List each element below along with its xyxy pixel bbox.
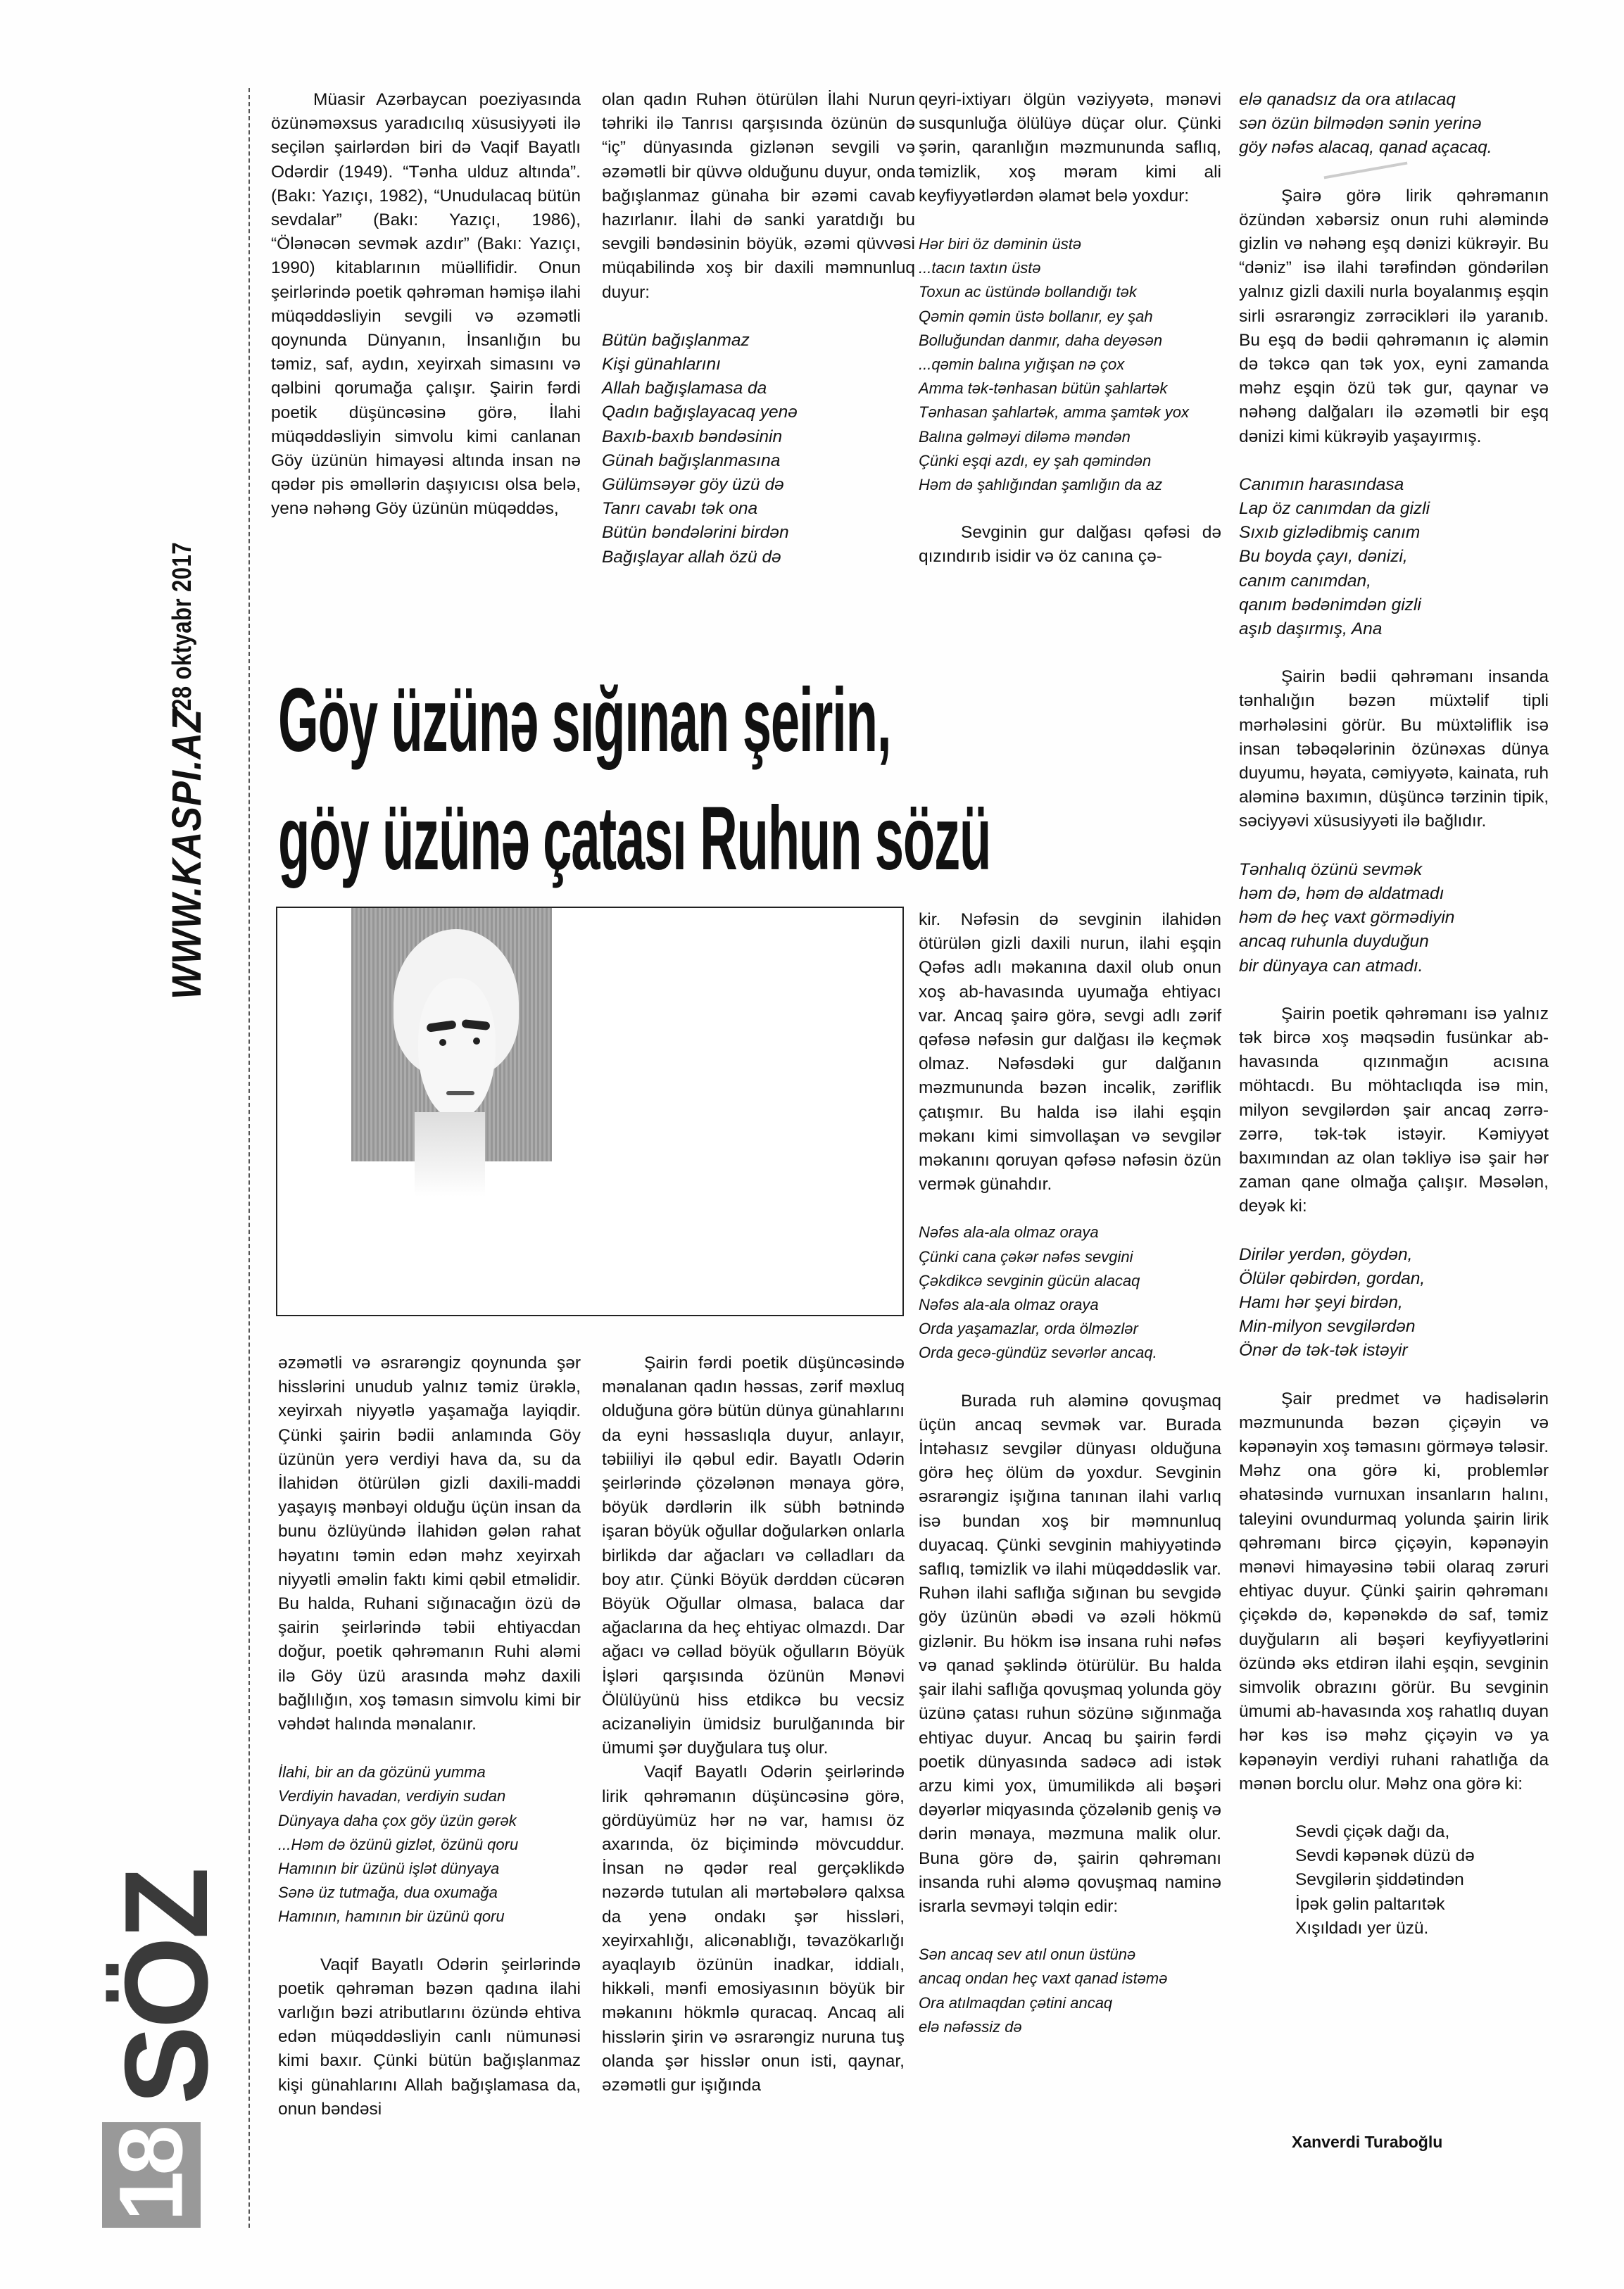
paragraph: olan qadın Ruhən ötürülən İlahi Nurun təhriki ilə Tanrısı qarşısında özünün də “iç” dünyasında gizlənən sevgili və əzəmətli bir qüvvə olduğunu duyur, onda bağışlanmaz günaha bir əzəmi cavab hazırlanır. İlahi də sanki yaratdığı bu sevgili bəndəsinin böyük, əzəmi qüvvəsi müqabilində xoş bir daxili məmnunluq duyur: — [602, 90, 915, 302]
paragraph: Burada ruh aləminə qovuşmaq üçün ancaq sevmək var. Burada İntəhasız sevgilər dünyası olduğuna görə heç ölüm də yoxdur. Sevginin əsrarəngiz işığına tanınan ilahi varlıq isə bundan xoş bir məmnunluq duyacaq. Çünki sevginin mahiyyətində saflıq, təmizlik və ilahi müqəddəslik var. Ruhən ilahi saflığa sığınan bu sevgidə göy üzünün əbədi və əzəli hökmü gizlənir. Bu hökm isə insana ruhi nəfəs və qanad şəklində ötürülür. Bu halda şair ilahi saflığa qovuşmaq yolunda göy üzünə çatası ruhun sözünə sığınmağa ehtiyac duyur. Ancaq bu şairin fərdi poetik dünyasında sadəcə adi istək arzu kimi yox, ümumilikdə ali bəşəri dəyərlər miqyasında çözələnib geniş və dərin mənaya, məzmuna malik olur. Buna görə də, şairin qəhrəmanı insanda ruhi aləmə qovuşmaq naminə israrla sevməyi təlqin edir: — [919, 1391, 1221, 1916]
poem-line: Günah bağışlanmasına — [602, 450, 781, 470]
poem-line: Allah bağışlamasa da — [602, 379, 767, 398]
photo-eye — [439, 1039, 446, 1046]
poem-line: Orda gecə-gündüz sevərlər ancaq. — [919, 1344, 1157, 1362]
article-column-1-top — [271, 88, 581, 522]
poem-excerpt — [919, 1221, 1221, 1365]
poem-line: Amma tək-tənhasan bütün şahlartək — [919, 379, 1168, 398]
poem-line: həm də heç vaxt görmədiyin — [1239, 908, 1455, 928]
poem-line: Tanrı cavabı tək ona — [602, 499, 758, 519]
paragraph: Vaqif Bayatlı Odərin şeirlərində lirik qəhrəmanın düşüncəsinə görə, gördüyümüz hər nə var, hamısı öz axarında, öz biçimində mövcuddur. İnsan nə qədər real gerçəklikdə nəzərdə tutulan ali mərtəbələrə qalxsa da yenə ondakı şər hissləri, xeyirxahlığı, alicənablığı, təvazökarlığı ayaqlayıb özünün inadkar, iddialı, hikkəli, mənfi emosiyasının böyük bir məkanını hökmlə quracaq. Ancaq ali hisslərin şirin və əsrarəngiz nuruna tuş olanda şər hisslər onun isti, qaynar, əzəmətli gur işığında — [602, 1763, 905, 2095]
page-number: 18 — [101, 2129, 202, 2221]
poem-excerpt — [602, 329, 915, 569]
poem-line: ...qəmin balına yığışan nə çox — [919, 355, 1125, 374]
poem-line: ...tacın taxtın üstə — [919, 259, 1041, 277]
paragraph: Vaqif Bayatlı Odərin şeirlərində poetik qəhrəman bəzən qadına ilahi varlığın bəzi atributlarını özündə ehtiva edən müqəddəsliyin canlı nümunəsi kimi baxır. Çünki bütün bağışlanmaz kişi günahlarını Allah bağışlamasa da, onun bəndəsi — [278, 1955, 581, 2119]
poem-line: Qadın bağışlayacaq yenə — [602, 403, 798, 422]
poem-line: Gülümsəyər göy üzü də — [602, 475, 784, 495]
poem-line: İlahi, bir an da gözünü yumma — [278, 1763, 486, 1782]
poem-line: Sənə üz tutmağa, dua oxumağa — [278, 1884, 498, 1902]
paragraph: Sevginin gur dalğası qəfəsi də qızındırıb isidir və öz canına çə- — [919, 523, 1221, 567]
poem-line: Canımın harasındasa — [1239, 474, 1404, 494]
article-column-4 — [1239, 88, 1549, 1965]
poem-line: Bu boyda çayı, dənizi, — [1239, 547, 1408, 567]
poem-line: Önər də tək-tək istəyir — [1239, 1341, 1408, 1361]
paragraph: Şairin bədii qəhrəmanı insanda tənhalığın bəzən müxtəlif tipli mərhələsini görür. Bu müxtəliflik isə insan təbəqələrinin özünəxas dünya duyumu, həyata, cəmiyyətə, kainata, ruh aləminə baxımın, düşüncə tərzinin tipik, səciyyəvi xüsusiyyəti ilə bağlıdır. — [1239, 667, 1549, 831]
website-url: WWW.KASPI.AZ — [164, 709, 210, 1000]
poem-line: ...Həm də özünü gizlət, özünü qoru — [278, 1835, 519, 1853]
photo-face — [418, 978, 496, 1119]
poem-line: Ölülər qəbirdən, gordan, — [1239, 1268, 1425, 1288]
article-column-3-top — [919, 88, 1221, 569]
paragraph: Şairə görə lirik qəhrəmanın özündən xəbərsiz onun ruhi aləmində gizlin və nəhəng eşq dənizi kükrəyir. Bu “dəniz” isə ilahi tərəfindən göndərilən yalnız gizli daxili nurla boyalanmış eşqin sirli əsrarəngiz zərrəcikləri ilə yaranıb. Bu eşq də bədii qəhrəmanın iç aləmin də təkcə qan tək yox, eyni zamanda məhz eşqin özü tək gur, qaynar və nəhəng dalğaları ilə əzəmətli bir eşq dənizi kimi kükrəyib yaşayırmış. — [1239, 186, 1549, 446]
poem-line: Bütün bəndələrini birdən — [602, 523, 789, 543]
poem-excerpt — [919, 232, 1221, 497]
poem-line: Qəmin qəmin üstə bollanır, ey şah — [919, 307, 1153, 325]
poem-line: Bolluğundan danmır, daha deyəsən — [919, 331, 1163, 349]
poem-line: Bağışlayar allah özü də — [602, 547, 781, 567]
section-brand-logo: SÖZ — [100, 1869, 232, 2105]
poem-line: Hər biri öz dəminin üstə — [919, 235, 1082, 253]
column-divider — [248, 88, 250, 2228]
poem-line: Verdiyin havadan, verdiyin sudan — [278, 1787, 506, 1805]
article-column-2-top — [602, 88, 915, 593]
poem-line: Dünyaya daha çox göy üzün gərək — [278, 1811, 517, 1829]
poem-line: göy nəfəs alacaq, qanad açacaq. — [1239, 138, 1492, 158]
headline-line-2: göy üzünə çatası Ruhun sözü — [278, 788, 991, 889]
poem-line: Xışıldadı yer üzü. — [1295, 1918, 1429, 1938]
paragraph: Müasir Azərbaycan poeziyasında özünəməxsus yaradıcılıq xüsusiyyəti ilə seçilən şairlərdən biri də Vaqif Bayatlı Odərdir (1949). “Tənha ulduz altında”. (Bakı: Yazıçı, 1982), “Unudulacaq bütün sevdalar” (Bakı: Yazıçı, 1986), “Ölənəcən sevmək azdır” (Bakı: Yazıçı, 1990) kitablarının müəllifidir. Onun şeirlərində poetik qəhrəman həmişə ilahi müqəddəsliyin sevgili və əzəmətli qoynunda Dünyanın, İnsanlığın bu təmiz, saf, aydın, xeyirxah simasını və qəlbini qorumağa çalışır. Şairin fərdi poetik düşüncəsinə görə, İlahi müqəddəsliyin simvolu kimi canlanan Göy üzünün himayəsi altında insan nə qədər pis əməllərin daşıyıcısı olsa belə, yenə nəhəng Göy üzünün müqəddəs, — [271, 90, 581, 519]
poem-excerpt — [919, 1943, 1221, 2039]
poem-line: Kişi günahlarını — [602, 355, 721, 374]
photo-eye — [473, 1038, 480, 1045]
poem-line: Çünki eşqi azdı, ey şah qəmindən — [919, 451, 1152, 469]
poem-line: Baxıb-baxıb bəndəsinin — [602, 427, 783, 446]
poem-line: Dirilər yerdən, göydən, — [1239, 1244, 1413, 1264]
poem-excerpt — [1239, 473, 1549, 641]
poem-line: Ora atılmaqdan çətini ancaq — [919, 1993, 1113, 2012]
poem-line: elə nəfəssiz də — [919, 2017, 1022, 2036]
poem-line: bir dünyaya can atmadı. — [1239, 956, 1423, 976]
poem-line: sən özün bilmədən sənin yerinə — [1239, 114, 1482, 134]
poem-line: Nəfəs ala-ala olmaz oraya — [919, 1223, 1099, 1242]
article-column-2-bottom — [602, 1351, 905, 2098]
paragraph: əzəmətli və əsrarəngiz qoynunda şər hisslərini unudub yalnız təmiz ürəklə, xeyirxah niyyətlə yaşamağa layiqdir. Çünki şairin bədii anlamında Göy üzünün yerə verdiyi hava da, su da İlahidən ötürülən gizli daxili-maddi yaşayış mənbəyi olduğu üçün insan da bunu özlüyündə İlahidən gələn rahat həyatını təmin edən məhz xeyirxah niyyətli əməlin faktı kimi qəbil etməlidir. Bu halda, Ruhani sığınacağın özü də şairin şeirlərində təbii ehtiyacdan doğur, poetik qəhrəmanın Ruhi aləmi ilə Göy üzü arasında məhz daxili bağlılığın, xoş təmasın simvolu kimi bir vəhdət halında mənalanır. — [278, 1354, 581, 1734]
poem-line: Min-milyon sevgilərdən — [1239, 1317, 1416, 1337]
poem-line: Sıxıb gizlədibmiş canım — [1239, 523, 1421, 543]
issue-date: 28 oktyabr 2017 — [168, 541, 197, 711]
poem-line: Hamının, hamının bir üzünü qoru — [278, 1908, 505, 1926]
paragraph: Şair predmet və hadisələrin məzmununda bəzən çiçəyin və kəpənəyin xoş təmasını görməyə tələsir. Məhz ona görə ki, problemlər əhatəsində vurnuxan insanların halını, taleyini ovundurmaq yolunda şairin lirik qəhrəmanı bircə çiçəyin, kəpənəyin mənəvi himayəsinə təbii olaraq zəruri ehtiyac duyur. Çünki şairin qəhrəmanı çiçəkdə də, kəpənəkdə də saf, təmiz duyğuların ali bəşəri keyfiyyətlərini özündə əks etdirən ilahi eşqin, sevginin simvolik obrazını görür. Bu sevginin ümumi ab-havasında xoş rahatlıq duyan hər kəs isə məhz çiçəyin və ya kəpənəyin verdiyi ruhani rahatlığa da mənən borclu olur. Məhz ona görə ki: — [1239, 1389, 1549, 1793]
poem-line: qanım bədənimdən gizli — [1239, 595, 1421, 614]
paragraph: qeyri-ixtiyarı ölgün vəziyyətə, mənəvi susqunluğa ölülüyə düçar olur. Çünki şərin, qaranlığın məzmununda saflıq, təmizlik, xoş məram kimi ali keyfiyyətlərdən əlamət belə yoxdur: — [919, 90, 1221, 206]
poem-line: ancaq ruhunla duyduğun — [1239, 932, 1429, 952]
photo-mouth — [446, 1091, 474, 1095]
poem-line: Sevdi çiçək dağı da, — [1295, 1822, 1450, 1841]
paragraph: Şairin poetik qəhrəmanı isə yalnız tək bircə xoş məqsədin fusünkar ab-havasında qızınmağın acısına möhtacdı. Bu möhtaclıqda isə min, milyon sevgilərdən şair ancaq zərrə-zərrə, tək-tək istəyir. Kəmiyyət baxımından az olan təkliyə isə şair hər zaman qane olmağa çalışır. Məsələn, deyək ki: — [1239, 1004, 1549, 1216]
poem-line: ancaq ondan heç vaxt qanad istəmə — [919, 1969, 1168, 1988]
poem-line: həm də, həm də aldatmadı — [1239, 883, 1444, 903]
article-headline — [278, 662, 1218, 898]
poem-line: Sevdi kəpənək düzü də — [1295, 1846, 1475, 1866]
poem-line: Həm də şahlığından şamlığın da az — [919, 476, 1163, 494]
author-byline: Xanverdi Turaboğlu — [1292, 2133, 1443, 2151]
poem-line: Sən ancaq sev atıl onun üstünə — [919, 1946, 1136, 1964]
author-portrait-photo — [276, 907, 904, 1316]
poem-line: Hamının bir üzünü işlət dünyaya — [278, 1860, 500, 1878]
poem-excerpt — [1239, 88, 1549, 160]
poem-line: Çünki cana çəkər nəfəs sevgini — [919, 1247, 1133, 1266]
poem-line: Bütün bağışlanmaz — [602, 330, 750, 350]
paragraph: kir. Nəfəsin də sevginin ilahidən ötürülən gizli daxili nurun, ilahi eşqin Qəfəs adlı məkanına daxil olub onun xoş ab-havasında uyumağa ehtiyacı var. Ancaq şairə görə, sevgi adlı zərif qəfəsə nəfəsin gur dalğası ilə keçmək olmaz. Nəfəsdəki gur dalğanın məzmununda bəzən incəlik, zəriflik çatışmır. Bu halda isə ilahi eşqin məkanı kimi simvollaşan və sevgilər məkanını qoruyan qəfəsə nəfəsin özün vermək günahdır. — [919, 910, 1221, 1194]
article-column-1-bottom — [278, 1351, 581, 2121]
page-number-badge — [102, 2122, 201, 2228]
poem-line: Çəkdikcə sevginin gücün alacaq — [919, 1271, 1140, 1289]
article-column-3-bottom — [919, 908, 1221, 2063]
poem-line: Tənhasan şahlartək, amma şamtək yox — [919, 403, 1189, 422]
poem-line: Balına gəlməyi diləmə məndən — [919, 427, 1131, 446]
poem-line: Nəfəs ala-ala olmaz oraya — [919, 1296, 1099, 1314]
poem-excerpt — [1239, 1243, 1549, 1363]
poem-line: Hamı hər şeyi birdən, — [1239, 1292, 1403, 1312]
poem-excerpt — [1239, 858, 1549, 978]
poem-line: Orda yaşamazlar, orda ölməzlər — [919, 1320, 1138, 1338]
poem-line: Sevgilərin şiddətindən — [1295, 1870, 1464, 1890]
paragraph: Şairin fərdi poetik düşüncəsində mənalanan qadın həssas, zərif məxluq olduğuna görə bütün dünya günahlarını da eyni həssaslıqla duyur, anlayır, təbiiliyi ilə qəbul edir. Bayatlı Odərin şeirlərində çözələnən mənaya görə, böyük dərdlərin ilk sübh bətnində işaran böyük oğullar doğularkən onlarla birlikdə dar ağacları və cəlladları da boy atır. Çünki Böyük dərddən cücərən Böyük Oğullar olmasa, balaca dar ağaclarına da heç ehtiyac olmazdı. Dar ağacı və cəllad böyük oğulların Böyük İşləri qarşısında özünün Mənəvi Ölülüyünü hiss etdikcə bu vecsiz acizanəliyin ümidsiz burulğanında bir ümumi şər duyğulara tuş olur. — [602, 1354, 905, 1758]
poem-line: elə qanadsız da ora atılacaq — [1239, 90, 1456, 109]
poem-line: canım canımdan, — [1239, 571, 1371, 591]
poem-line: aşıb daşırmış, Ana — [1239, 619, 1383, 639]
headline-line-1: Göy üzünə sığınan şeirin, — [278, 670, 891, 771]
poem-line: İpək gəlin paltarıtək — [1295, 1894, 1445, 1914]
poem-excerpt — [278, 1760, 581, 1929]
poem-line: Tənhalıq özünü sevmək — [1239, 859, 1423, 879]
poem-excerpt — [1239, 1820, 1549, 1941]
photo-neck — [415, 1112, 485, 1197]
poem-line: Toxun ac üstündə bollandığı tək — [919, 283, 1137, 301]
poem-line: Lap öz canımdan da gizli — [1239, 499, 1430, 519]
